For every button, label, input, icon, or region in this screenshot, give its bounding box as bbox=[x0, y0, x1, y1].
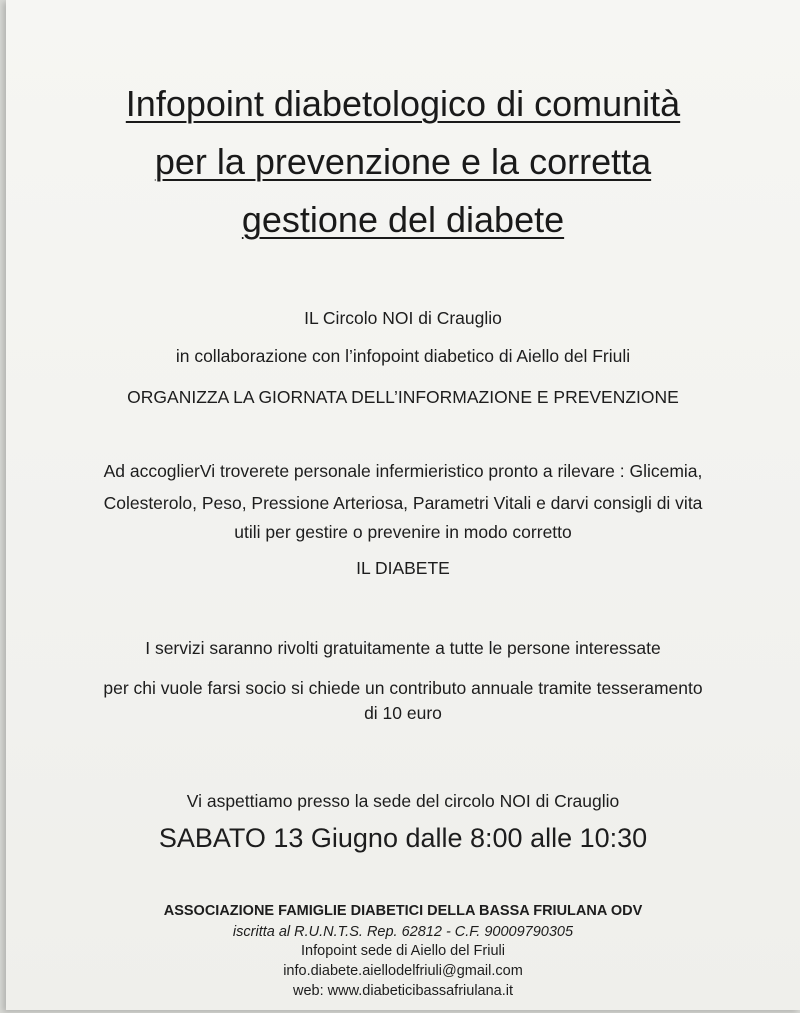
footer-organization: ASSOCIAZIONE FAMIGLIE DIABETICI DELLA BASSA FRIULANA ODV bbox=[163, 903, 643, 919]
title-text-3: gestione del diabete bbox=[241, 199, 565, 240]
footer-registry: iscritta al R.U.N.T.S. Rep. 62812 - C.F. 90009790305 bbox=[232, 924, 574, 940]
event-venue: Vi aspettiamo presso la sede del circolo NOI di Crauglio bbox=[186, 791, 620, 811]
footer-web: web: www.diabeticibassafriulana.it bbox=[292, 983, 514, 999]
title-line-2 bbox=[6, 142, 800, 182]
flyer-page bbox=[6, 0, 800, 1010]
title-line-1 bbox=[6, 84, 800, 124]
services-line-2: Colesterolo, Peso, Pressione Arteriosa, Parametri Vitali e darvi consigli di vita bbox=[103, 493, 703, 513]
intro-headline: ORGANIZZA LA GIORNATA DELL’INFORMAZIONE E PREVENZIONE bbox=[127, 387, 679, 407]
conditions-line-3: di 10 euro bbox=[364, 703, 442, 723]
services-line-1: Ad accoglierVi troverete personale infermieristico pronto a rilevare : Glicemia, bbox=[103, 461, 703, 481]
footer-email: info.diabete.aiellodelfriuli@gmail.com bbox=[283, 963, 523, 979]
title-text-1: Infopoint diabetologico di comunità bbox=[125, 83, 681, 124]
footer-seat: Infopoint sede di Aiello del Friuli bbox=[301, 943, 505, 959]
services-line-3: utili per gestire o prevenire in modo corretto bbox=[234, 522, 572, 542]
conditions-line-2: per chi vuole farsi socio si chiede un contributo annuale tramite tesseramento bbox=[103, 678, 703, 698]
conditions-line-1: I servizi saranno rivolti gratuitamente a tutte le persone interessate bbox=[145, 638, 661, 658]
intro-collaboration: in collaborazione con l’infopoint diabetico di Aiello del Friuli bbox=[175, 346, 631, 366]
title-text-2: per la prevenzione e la corretta bbox=[154, 141, 652, 182]
services-highlight: IL DIABETE bbox=[356, 558, 450, 578]
intro-organizer: IL Circolo NOI di Crauglio bbox=[304, 308, 502, 328]
title-line-3 bbox=[6, 200, 800, 240]
event-datetime: SABATO 13 Giugno dalle 8:00 alle 10:30 bbox=[158, 823, 648, 853]
